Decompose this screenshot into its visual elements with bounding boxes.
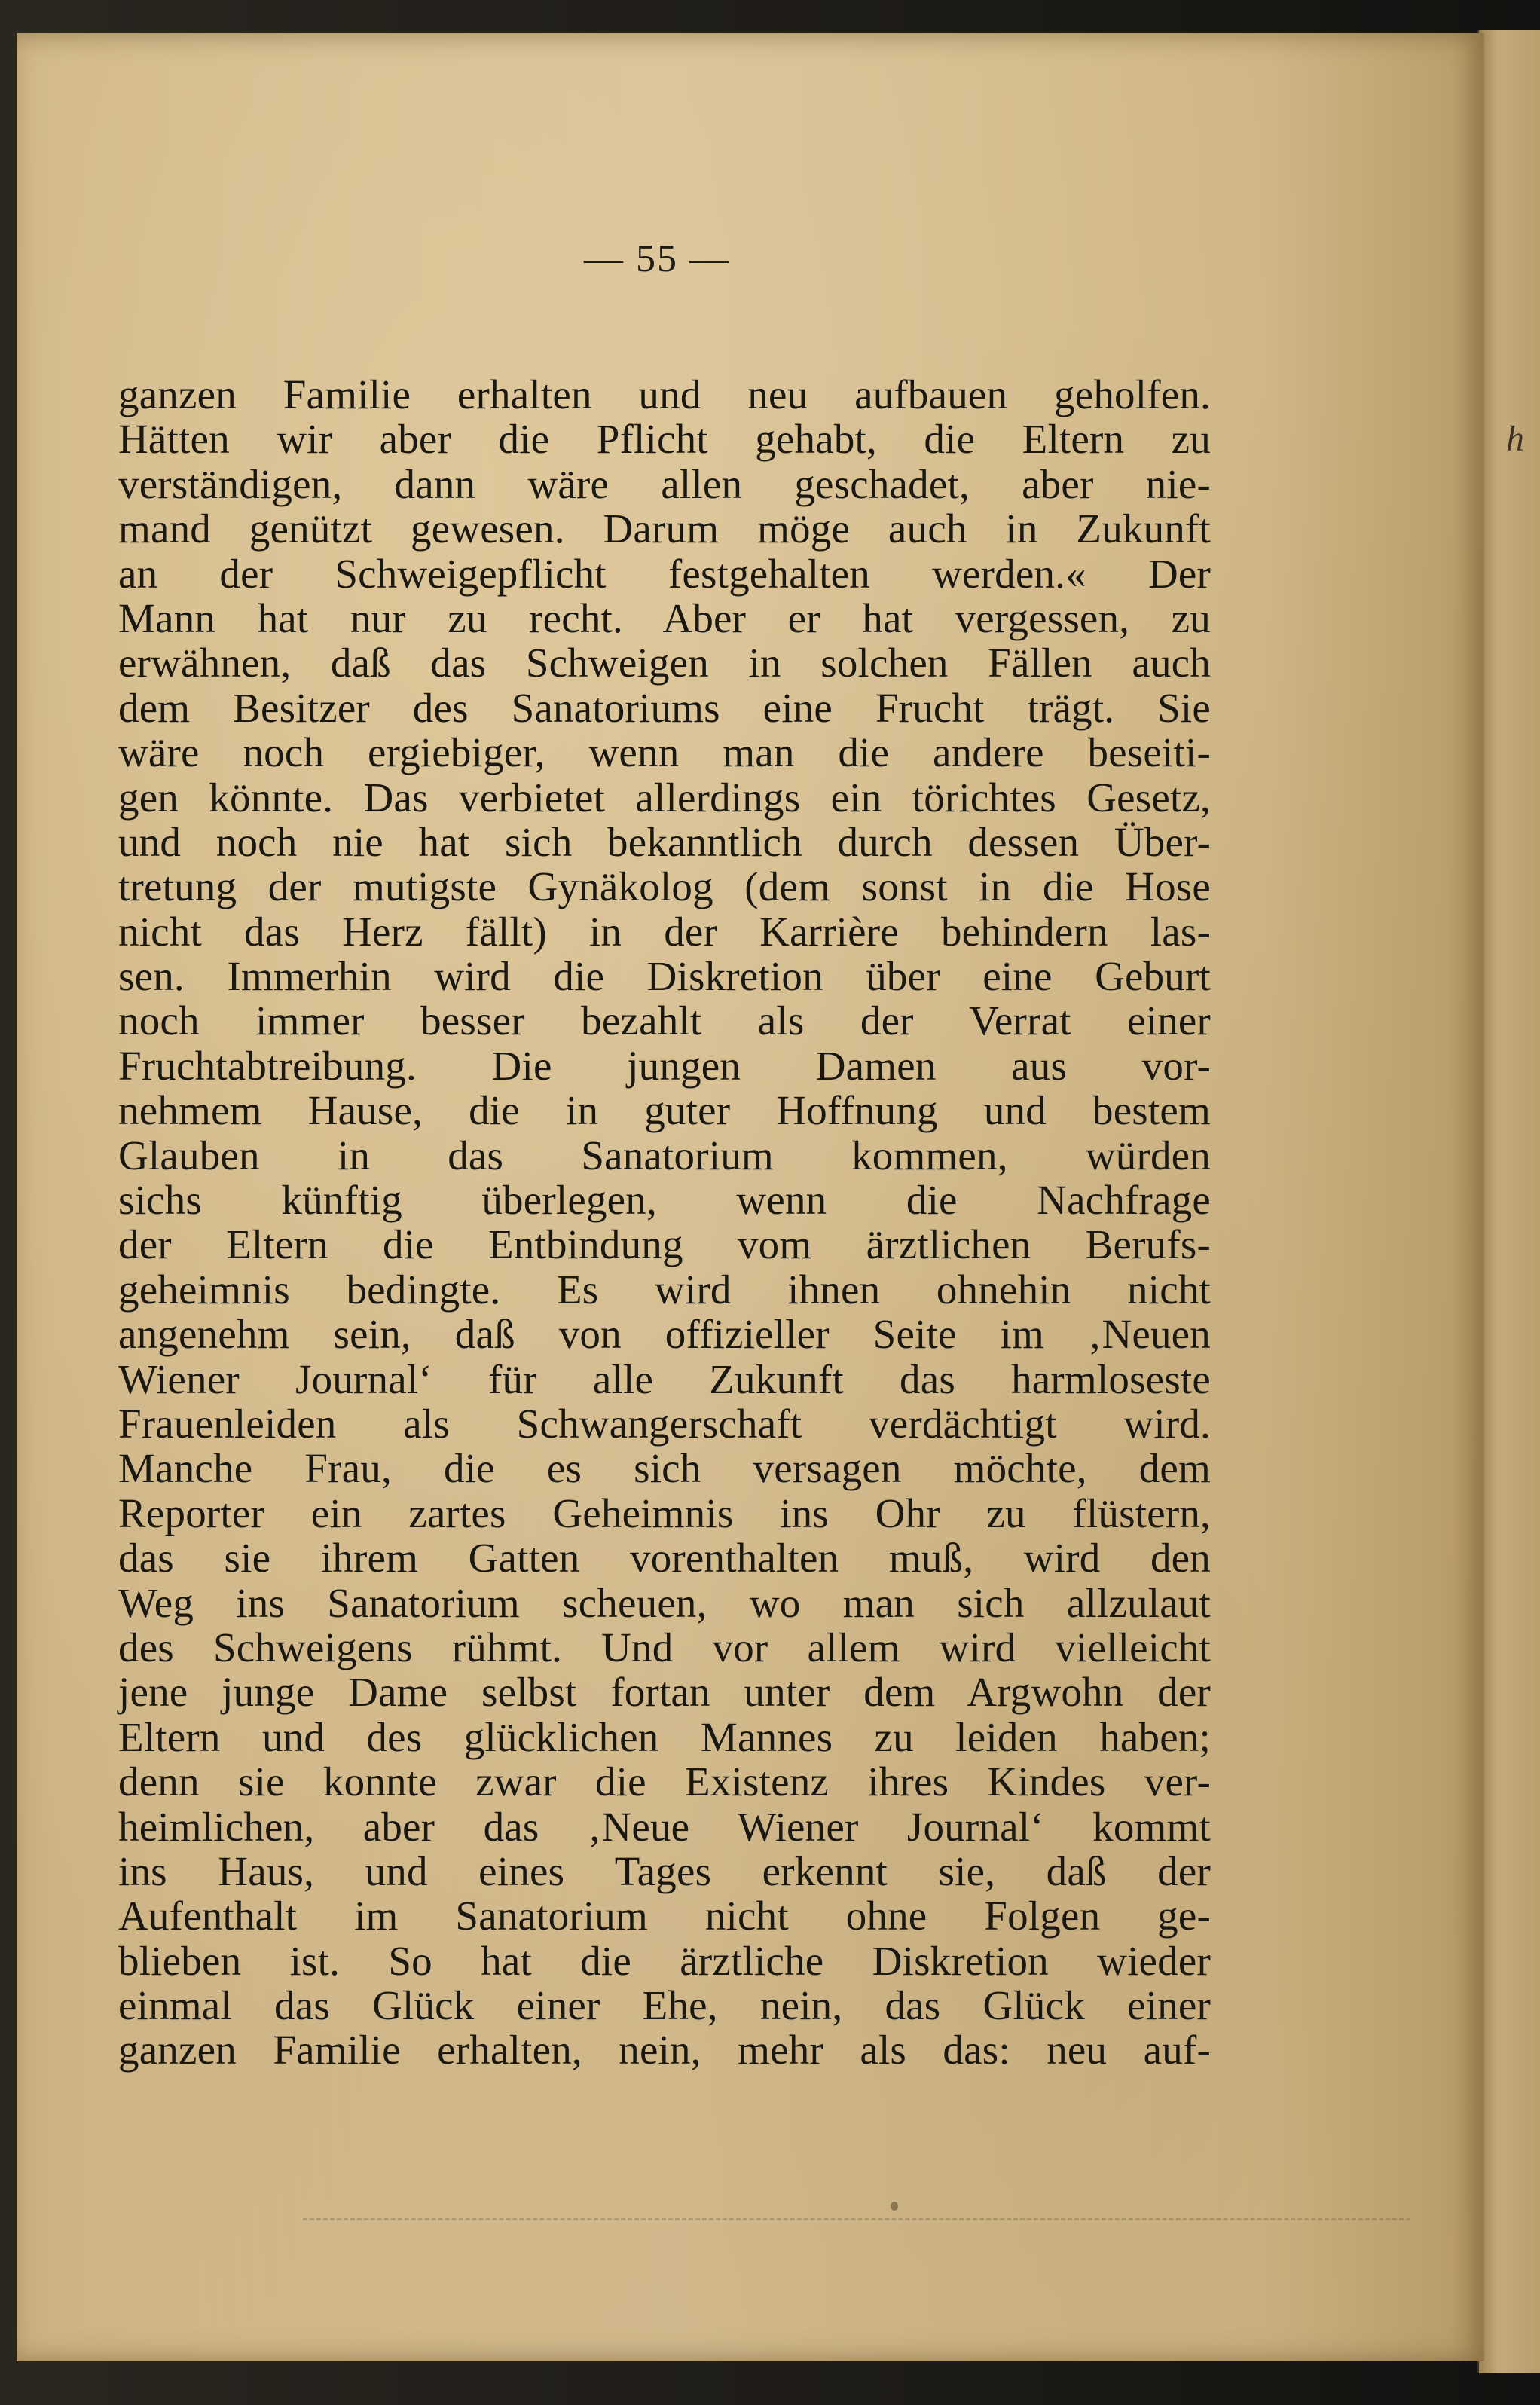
text-line: Fruchtabtreibung. Die jungen Damen aus vor- (118, 1042, 1211, 1089)
text-line: Manche Frau, die es sich versagen möchte, dem (118, 1445, 1211, 1492)
text-line: ganzen Familie erhalten, nein, mehr als das: neu auf- (118, 2027, 1211, 2073)
text-line: ins Haus, und eines Tages erkennt sie, daß der (118, 1847, 1211, 1894)
text-line: denn sie konnte zwar die Existenz ihres Kindes ver- (118, 1759, 1211, 1805)
text-line: einmal das Glück einer Ehe, nein, das Glück einer (118, 1982, 1211, 2029)
text-line: tretung der mutigste Gynäkolog (dem sonst in die Hose (118, 863, 1211, 910)
book-page (17, 33, 1484, 2361)
text-line: Reporter ein zartes Geheimnis ins Ohr zu flüstern, (118, 1490, 1211, 1536)
text-line: der Eltern die Entbindung vom ärztlichen Berufs- (118, 1221, 1211, 1268)
text-line: nehmem Hause, die in guter Hoffnung und bestem (118, 1087, 1211, 1134)
paper-speck (891, 2202, 898, 2211)
page-number: — 55 — (584, 237, 730, 280)
text-line: angenehm sein, daß von offizieller Seite im ‚Neuen (118, 1311, 1211, 1358)
body-text (118, 372, 1211, 2073)
text-line: an der Schweigepflicht festgehalten werden.« Der (118, 550, 1211, 597)
text-line: verständigen, dann wäre allen geschadet, aber nie- (118, 460, 1211, 507)
text-line: ganzen Familie erhalten und neu aufbauen geholfen. (118, 371, 1211, 417)
text-line: Weg ins Sanatorium scheuen, wo man sich allzulaut (118, 1579, 1211, 1626)
show-through-smudge (303, 2218, 1410, 2225)
text-line: sen. Immerhin wird die Diskretion über eine Geburt (118, 953, 1211, 1000)
next-page-edge (1477, 30, 1540, 2373)
text-line: Eltern und des glücklichen Mannes zu leiden haben; (118, 1713, 1211, 1760)
text-line: heimlichen, aber das ‚Neue Wiener Journal‘ kommt (118, 1803, 1211, 1850)
text-line: gen könnte. Das verbietet allerdings ein törichtes Gesetz, (118, 774, 1211, 821)
text-line: nicht das Herz fällt) in der Karrière behindern las- (118, 908, 1211, 955)
text-line: Wiener Journal‘ für alle Zukunft das harmloseste (118, 1355, 1211, 1402)
text-line: mand genützt gewesen. Darum möge auch in Zukunft (118, 506, 1211, 552)
text-line: das sie ihrem Gatten vorenthalten muß, wird den (118, 1535, 1211, 1581)
text-line: Hätten wir aber die Pflicht gehabt, die Eltern zu (118, 416, 1211, 463)
text-line: erwähnen, daß das Schweigen in solchen Fällen auch (118, 640, 1211, 686)
next-page-mark: h (1506, 419, 1524, 459)
text-line: geheimnis bedingte. Es wird ihnen ohnehin nicht (118, 1266, 1211, 1313)
text-line: Frauenleiden als Schwangerschaft verdächtigt wird. (118, 1400, 1211, 1447)
text-line: des Schweigens rühmt. Und vor allem wird vielleicht (118, 1624, 1211, 1670)
text-line: wäre noch ergiebiger, wenn man die andere beseiti- (118, 729, 1211, 776)
text-line: sichs künftig überlegen, wenn die Nachfrage (118, 1177, 1211, 1224)
text-line: und noch nie hat sich bekanntlich durch dessen Über- (118, 818, 1211, 865)
text-line: Aufenthalt im Sanatorium nicht ohne Folgen ge- (118, 1893, 1211, 1939)
text-line: blieben ist. So hat die ärztliche Diskretion wieder (118, 1937, 1211, 1984)
text-line: dem Besitzer des Sanatoriums eine Frucht trägt. Sie (118, 684, 1211, 731)
text-line: jene junge Dame selbst fortan unter dem Argwohn der (118, 1669, 1211, 1716)
text-line: Glauben in das Sanatorium kommen, würden (118, 1132, 1211, 1178)
text-line: noch immer besser bezahlt als der Verrat einer (118, 998, 1211, 1044)
text-line: Mann hat nur zu recht. Aber er hat vergessen, zu (118, 594, 1211, 641)
